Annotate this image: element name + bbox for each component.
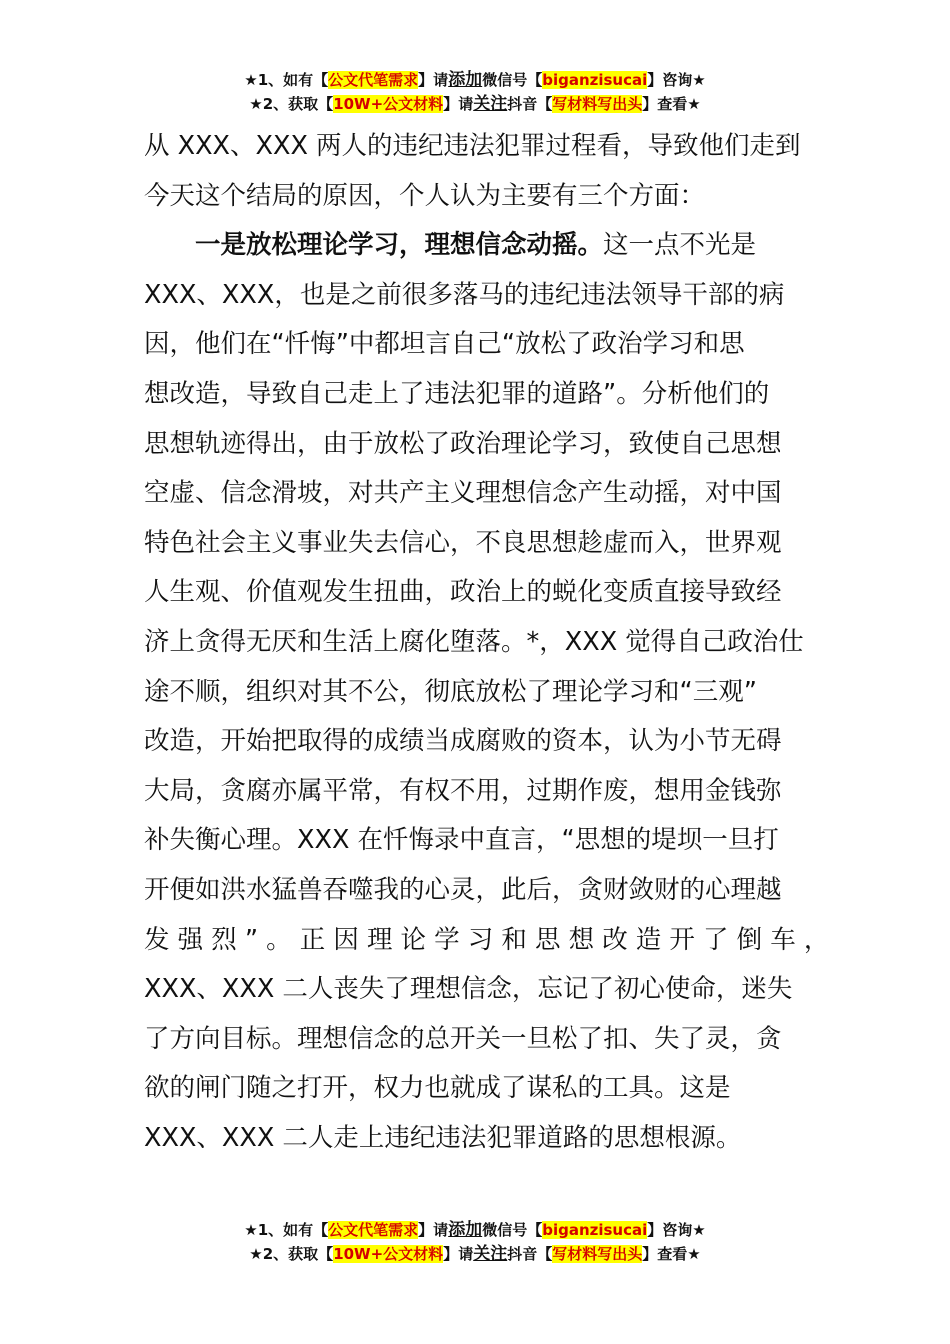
banner-text: 】请 (418, 1221, 449, 1239)
banner-highlight: 公文代笔需求 (328, 71, 419, 89)
banner-line-2 (0, 1242, 950, 1266)
text-line: 特色社会主义事业失去信心，不良思想趁虚而入，世界观 (144, 527, 782, 558)
banner-line-2 (0, 92, 950, 116)
banner-douyin-id: 写材料写出头 (552, 1245, 643, 1263)
text-line: 想改造，导致自己走上了违法犯罪的道路”。分析他们的 (144, 378, 770, 409)
text-line: 欲的闸门随之打开，权力也就成了谋私的工具。这是 (144, 1073, 731, 1104)
text-line: 开便如洪水猛兽吞噬我的心灵，此后，贪财敛财的心理越 (144, 874, 782, 905)
text-line: 大局，贪腐亦属平常，有权不用，过期作废，想用金钱弥 (144, 775, 782, 806)
banner-text: 】请 (443, 95, 474, 113)
text-line: 改造，开始把取得的成绩当成腐败的资本，认为小节无碍 (144, 726, 782, 757)
banner-underlined: 添加 (448, 1220, 483, 1240)
text-line: 了方向目标。理想信念的总开关一旦松了扣、失了灵，贪 (144, 1023, 782, 1054)
text-line: 补失衡心理。XXX 在忏悔录中直言，“思想的堤坝一旦打 (144, 825, 779, 856)
banner-underlined: 关注 (473, 94, 508, 114)
banner-text: ★1、如有【 (244, 71, 329, 89)
text-line: 途不顺，组织对其不公，彻底放松了理论学习和“三观” (144, 676, 757, 707)
banner-text: 】咨询★ (647, 71, 706, 89)
document-body (144, 122, 830, 1163)
text-line: XXX、XXX 二人走上违纪违法犯罪道路的思想根源。 (144, 1122, 742, 1153)
text-line: 人生观、价值观发生扭曲，政治上的蜕化变质直接导致经 (144, 577, 782, 608)
text-line: XXX、XXX，也是之前很多落马的违纪违法领导干部的病 (144, 279, 785, 310)
text-line: 空虚、信念滑坡，对共产主义理想信念产生动摇，对中国 (144, 478, 782, 509)
text-line: XXX、XXX 二人丧失了理想信念，忘记了初心使命，迷失 (144, 974, 793, 1005)
banner-line-1 (0, 1218, 950, 1242)
text-line-rest: 这一点不光是 (603, 230, 757, 261)
banner-underlined: 关注 (473, 1244, 508, 1264)
banner-text: 微信号【 (482, 71, 543, 89)
banner-douyin-id: 写材料写出头 (552, 95, 643, 113)
banner-text: 】请 (443, 1245, 474, 1263)
text-line: 今天这个结局的原因，个人认为主要有三个方面： (144, 180, 706, 211)
footer-banner (0, 1218, 950, 1266)
banner-text: 抖音【 (507, 95, 553, 113)
text-line: 济上贪得无厌和生活上腐化堕落。*，XXX 觉得自己政治仕 (144, 626, 804, 657)
banner-highlight: 10W+公文材料 (333, 1245, 444, 1263)
banner-text: ★1、如有【 (244, 1221, 329, 1239)
banner-text: 】请 (418, 71, 449, 89)
banner-wechat-id: biganzisucai (542, 71, 648, 89)
paragraph-heading: 一是放松理论学习，理想信念动摇。 (195, 230, 604, 261)
banner-text: ★2、获取【 (249, 95, 334, 113)
banner-text: 】查看★ (642, 1245, 701, 1263)
banner-text: 微信号【 (482, 1221, 543, 1239)
header-banner (0, 68, 950, 116)
text-line: 从 XXX、XXX 两人的违纪违法犯罪过程看，导致他们走到 (144, 131, 801, 161)
text-line: 因，他们在“忏悔”中都坦言自己“放松了政治学习和思 (144, 329, 745, 360)
banner-highlight: 公文代笔需求 (328, 1221, 419, 1239)
banner-text: 抖音【 (507, 1245, 553, 1263)
text-line: 思想轨迹得出，由于放松了政治理论学习，致使自己思想 (144, 428, 782, 459)
paragraph-heading-line (144, 221, 810, 271)
banner-line-1 (0, 68, 950, 92)
banner-text: 】咨询★ (647, 1221, 706, 1239)
banner-underlined: 添加 (448, 70, 483, 90)
banner-text: ★2、获取【 (249, 1245, 334, 1263)
text-line: 发 强 烈 ” 。 正 因 理 论 学 习 和 思 想 改 造 开 了 倒 车 ， (144, 924, 830, 955)
banner-highlight: 10W+公文材料 (333, 95, 444, 113)
banner-wechat-id: biganzisucai (542, 1221, 648, 1239)
banner-text: 】查看★ (642, 95, 701, 113)
